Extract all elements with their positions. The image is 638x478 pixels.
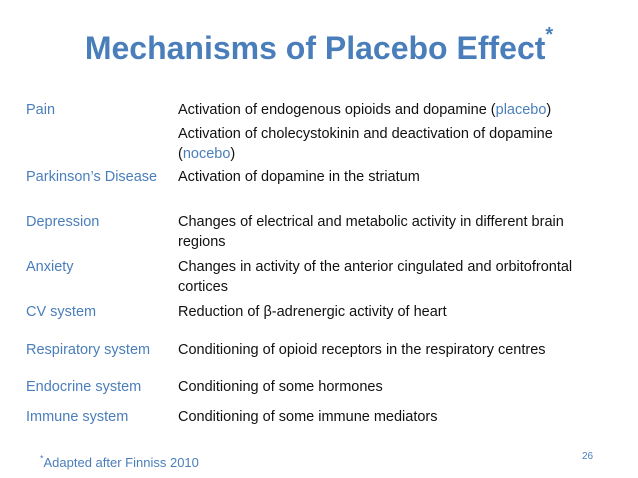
footnote-marker: * [40,453,44,464]
row-category: Pain [26,102,56,118]
row-category: Parkinson’s Disease [26,169,158,185]
row-description: Activation of dopamine in the striatum [178,169,420,185]
title-text: Mechanisms of Placebo Effect [84,30,546,66]
row-description: Conditioning of opioid receptors in the respiratory centres [178,342,546,358]
page-number: 26 [582,451,594,462]
row-category: Endocrine system [26,379,142,395]
row-description [178,100,614,120]
row-category: Immune system [26,409,129,425]
footnote-text: Adapted after Finniss 2010 [43,455,199,470]
title-footnote-marker: * [545,24,554,47]
row-description [178,124,614,164]
row-category: CV system [26,304,97,320]
desc-text: ) [230,146,236,162]
desc-text: Activation of endogenous opioids and dopamine ( [178,102,496,118]
placebo-term: placebo [495,102,547,118]
nocebo-term: nocebo [182,146,231,162]
row-category: Anxiety [26,259,74,275]
row-description: Changes in activity of the anterior cingulated and orbitofrontal cortices [178,259,573,295]
row-description: Conditioning of some hormones [178,379,383,395]
row-description: Reduction of β-adrenergic activity of heart [178,304,447,320]
row-category: Respiratory system [26,342,151,358]
row-category: Depression [26,214,100,230]
row-description: Changes of electrical and metabolic activity in different brain regions [178,214,564,250]
footnote [40,455,199,470]
page-title [0,24,638,68]
desc-text: ) [546,102,552,118]
row-description: Conditioning of some immune mediators [178,409,438,425]
desc-text: Activation of cholecystokinin and deactivation of dopamine ( [178,126,553,162]
